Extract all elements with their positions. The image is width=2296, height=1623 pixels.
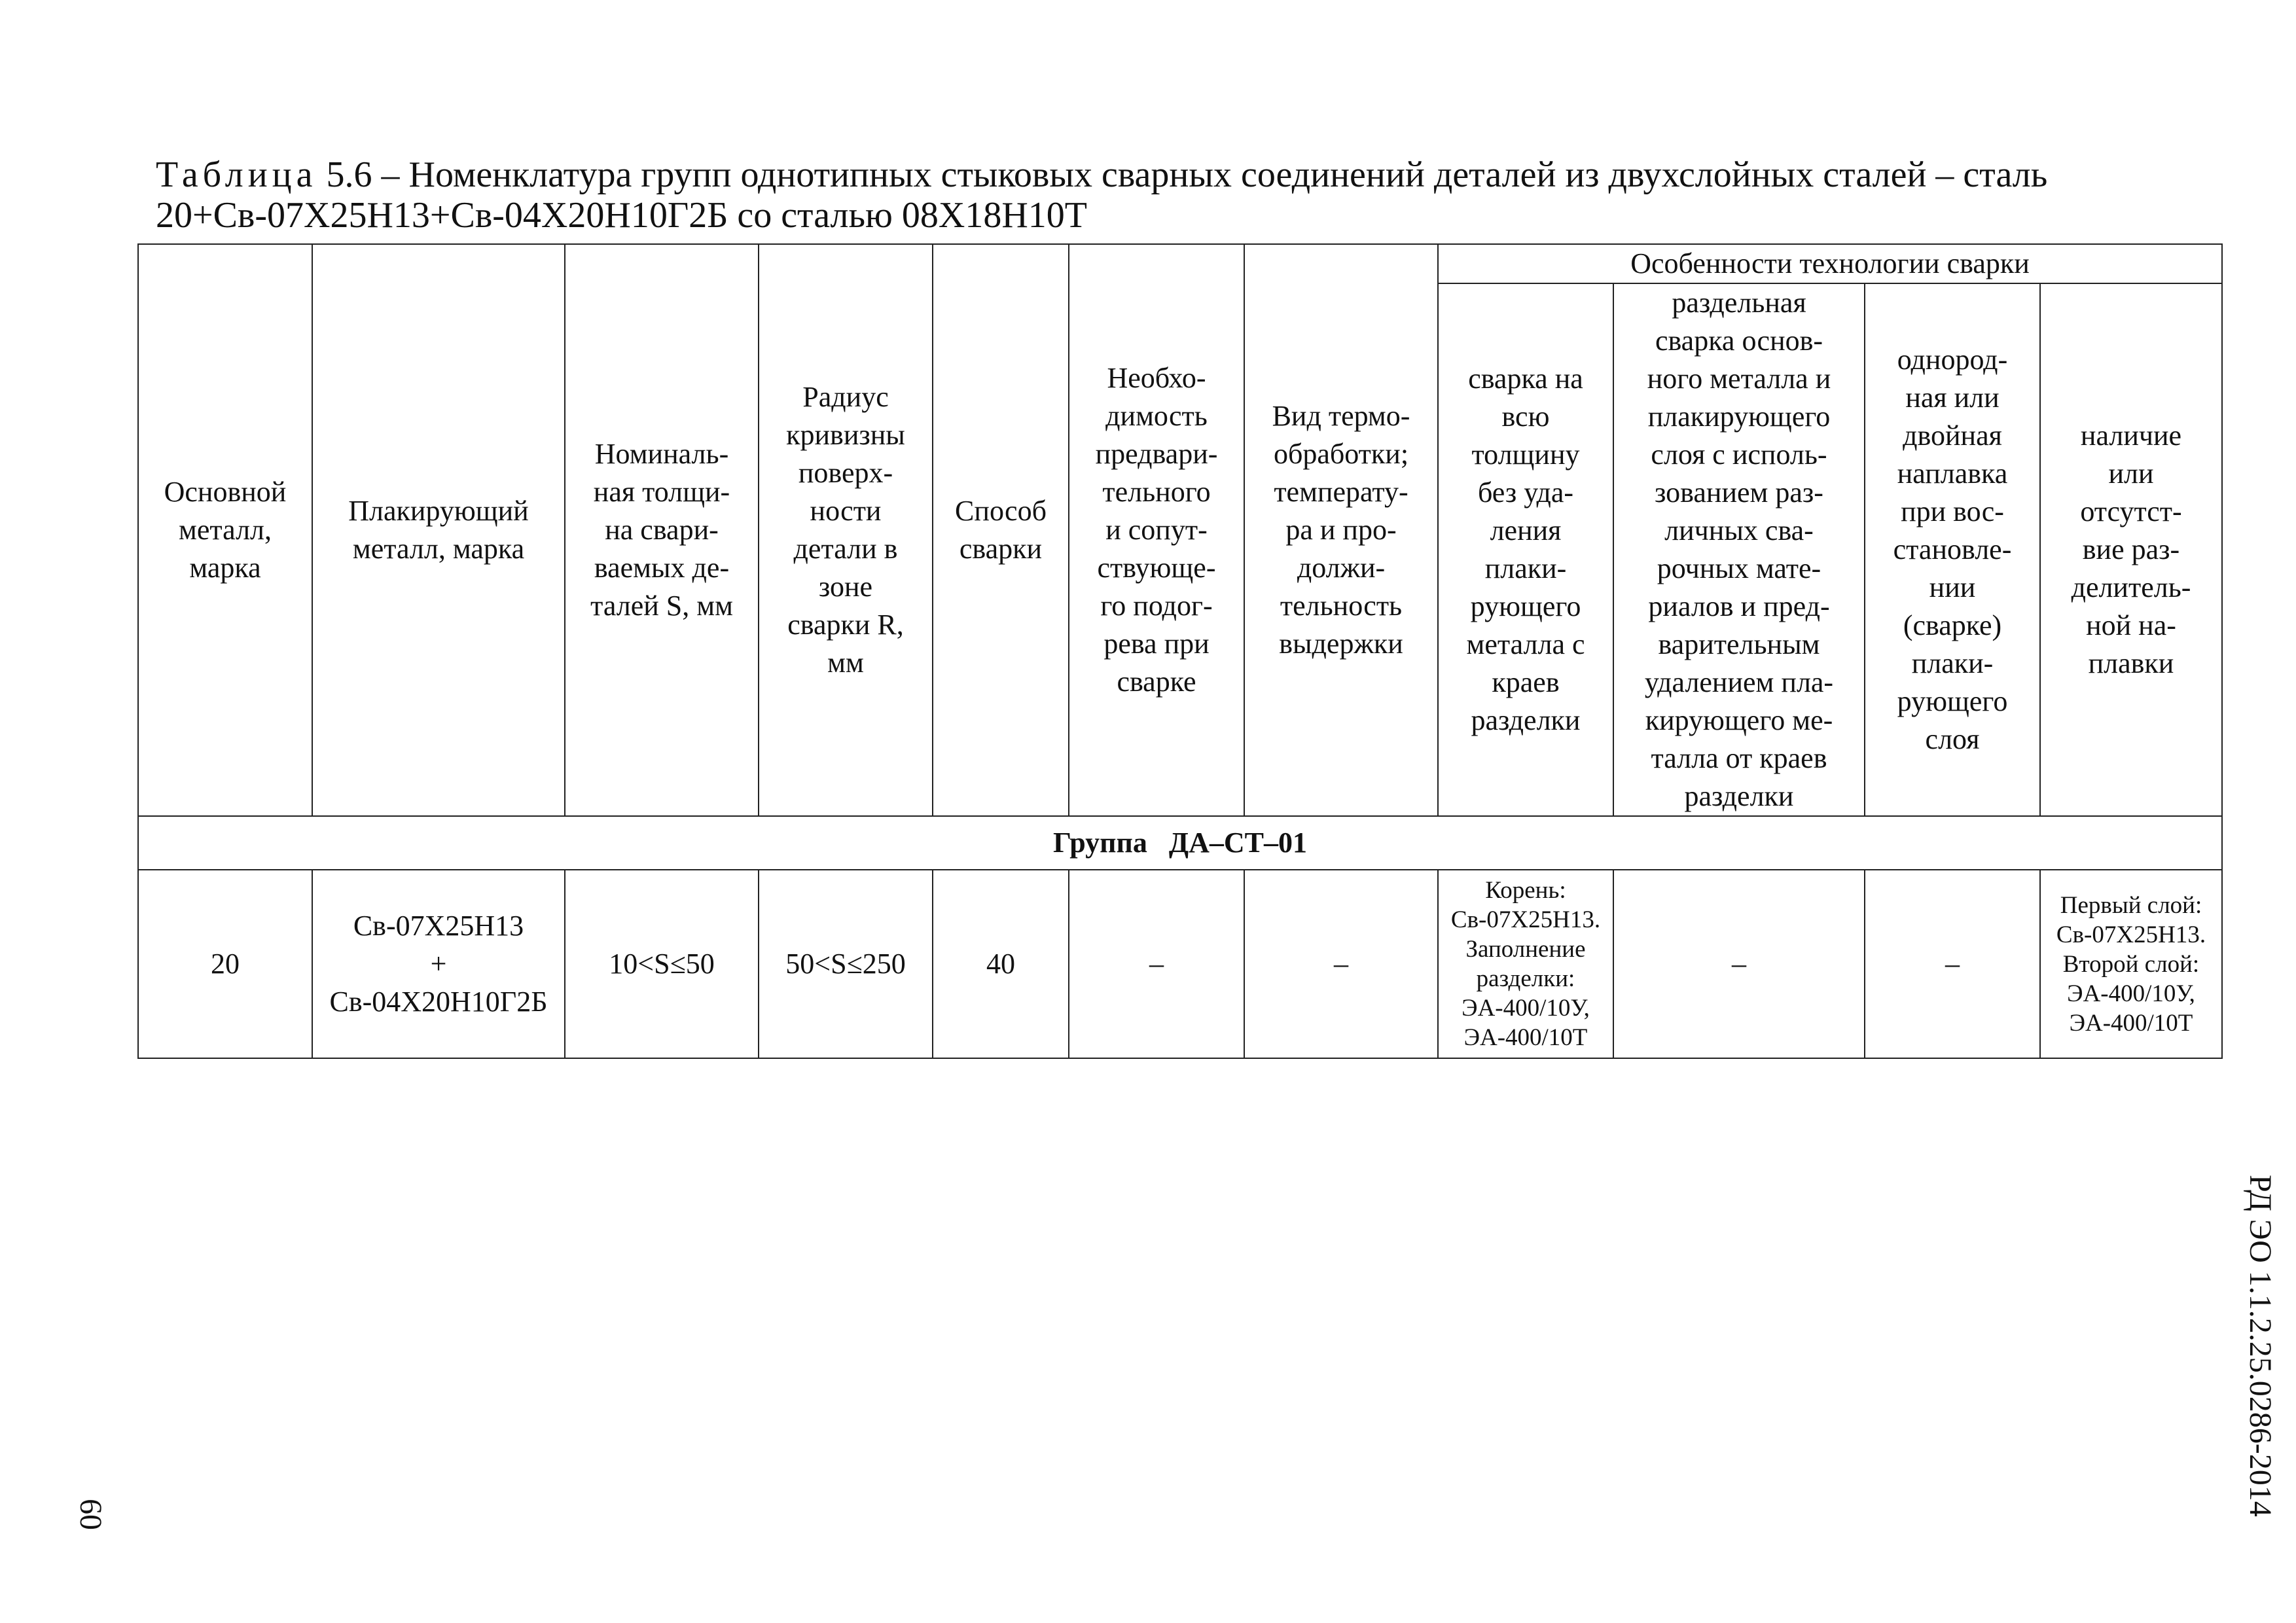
text-line: и сопут-	[1105, 514, 1208, 546]
text-line: сварки R,	[787, 609, 904, 641]
text-line: талей S, мм	[590, 590, 733, 622]
text-line: делитель-	[2071, 571, 2191, 603]
text-line: толщину	[1471, 438, 1580, 471]
header-base-metal	[138, 244, 312, 816]
caption-text-1: 5.6 – Номенклатура групп однотипных стыковых сварных соединений деталей из двухслойных сталей – сталь	[317, 154, 2048, 195]
header-method	[933, 244, 1069, 816]
text-line: тельного	[1102, 476, 1211, 508]
cell-method: 40	[933, 870, 1069, 1058]
text-line: талла от краев	[1651, 742, 1827, 774]
cell-radius: 50<S≤250	[759, 870, 933, 1058]
text-line: вие раз-	[2082, 533, 2180, 565]
text-line: кирующего ме-	[1645, 704, 1833, 736]
group-row: Группа ДА–СТ–01	[138, 816, 2222, 870]
text-line: обработки;	[1273, 438, 1409, 470]
text-line: должи-	[1297, 552, 1386, 584]
text-line: Св-07Х25Н13.	[2056, 921, 2206, 948]
text-line: Основной	[164, 476, 287, 508]
text-line: нии	[1929, 571, 1976, 603]
text-line: димость	[1105, 400, 1208, 432]
text-line: сварка на	[1468, 363, 1583, 395]
text-line: или	[2108, 457, 2154, 490]
text-line: ления	[1490, 514, 1562, 546]
text-line: раздельная	[1672, 287, 1806, 319]
header-feature-separating-layer	[2040, 283, 2222, 816]
text-line: варительным	[1658, 628, 1820, 660]
text-line: ЭА-400/10У,	[1462, 995, 1590, 1022]
page-number: 60	[73, 1499, 108, 1530]
text-line: Радиус	[802, 381, 889, 413]
text-line: Первый слой:	[2060, 891, 2202, 919]
header-radius	[759, 244, 933, 816]
text-line: выдержки	[1279, 628, 1403, 660]
cell-feature-full-thickness	[1438, 870, 1613, 1058]
text-line: зоне	[818, 571, 873, 603]
header-heat-treatment	[1244, 244, 1438, 816]
text-line: рева при	[1103, 628, 1210, 660]
text-line: предвари-	[1095, 438, 1218, 470]
text-line: Корень:	[1485, 877, 1566, 904]
text-line: детали в	[793, 533, 898, 565]
text-line: ваемых де-	[594, 552, 730, 584]
caption-line-1	[156, 154, 2224, 195]
text-line: рочных мате-	[1657, 552, 1821, 584]
cell-feature-overlay: –	[1865, 870, 2040, 1058]
text-line: Св-07Х25Н13.	[1450, 906, 1601, 933]
table-row	[138, 870, 2222, 1058]
cell-feature-separate-welding: –	[1613, 870, 1865, 1058]
cell-preheat: –	[1069, 870, 1244, 1058]
text-line: плаки-	[1484, 552, 1567, 584]
header-thickness	[565, 244, 759, 816]
text-line: ра и про-	[1285, 514, 1397, 546]
cell-thickness: 10<S≤50	[565, 870, 759, 1058]
header-preheat	[1069, 244, 1244, 816]
text-line: Заполнение	[1465, 936, 1586, 963]
cell-clad-metal	[312, 870, 565, 1058]
text-line: Плакирующий	[348, 495, 529, 527]
text-line: металл,	[179, 514, 272, 546]
text-line: тельность	[1280, 590, 1403, 622]
cell-feature-separating-layer	[2040, 870, 2222, 1058]
text-line: Номиналь-	[594, 438, 729, 470]
text-line: Необхо-	[1107, 362, 1206, 394]
text-line: слоя с исполь-	[1651, 438, 1827, 471]
caption-label: Таблица	[156, 154, 317, 195]
text-line: плакирующего	[1647, 401, 1831, 433]
header-features: Особенности технологии сварки	[1438, 244, 2222, 283]
text-line: +	[430, 948, 447, 980]
text-line: марка	[189, 552, 261, 584]
text-line: наличие	[2080, 419, 2182, 452]
header-feature-full-thickness	[1438, 283, 1613, 816]
text-line: однород-	[1897, 344, 2008, 376]
text-line: без уда-	[1477, 476, 1574, 508]
text-line: на свари-	[605, 514, 719, 546]
text-line: го подог-	[1100, 590, 1213, 622]
text-line: личных сва-	[1664, 514, 1814, 546]
text-line: Способ	[955, 495, 1047, 527]
text-line: Вид термо-	[1272, 400, 1410, 432]
caption-line-2: 20+Св-07Х25Н13+Св-04Х20Н10Г2Б со сталью 08Х18Н10Т	[156, 195, 1087, 236]
text-line: рующего	[1470, 590, 1581, 622]
text-line: ности	[810, 495, 882, 527]
cell-heat-treatment: –	[1244, 870, 1438, 1058]
text-line: двойная	[1903, 419, 2002, 452]
text-line: кривизны	[786, 419, 905, 451]
text-line: ЭА-400/10Т	[1463, 1024, 1588, 1051]
text-line: разделки	[1684, 780, 1794, 812]
text-line: Второй слой:	[2062, 950, 2200, 978]
text-line: плаки-	[1911, 647, 1994, 679]
text-line: при вос-	[1901, 495, 2004, 527]
text-line: Св-04Х20Н10Г2Б	[329, 986, 548, 1018]
text-line: Св-07Х25Н13	[353, 910, 524, 942]
text-line: ЭА-400/10У,	[2067, 980, 2195, 1007]
text-line: отсутст-	[2080, 495, 2182, 527]
text-line: ная или	[1905, 382, 2000, 414]
text-line: ной на-	[2086, 609, 2176, 641]
text-line: температу-	[1274, 476, 1408, 508]
text-line: риалов и пред-	[1648, 590, 1830, 622]
text-line: сварки	[959, 533, 1043, 565]
text-line: (сварке)	[1903, 609, 2002, 641]
text-line: слоя	[1925, 723, 1980, 755]
text-line: разделки:	[1476, 965, 1575, 992]
text-line: краев	[1492, 666, 1560, 698]
text-line: плавки	[2088, 647, 2174, 679]
text-line: сварке	[1117, 666, 1196, 698]
text-line: всю	[1501, 401, 1550, 433]
nomenclature-table	[137, 243, 2223, 1059]
document-code: РД ЭО 1.1.2.25.0286-2014	[2243, 1175, 2278, 1517]
text-line: удалением пла-	[1644, 666, 1834, 698]
text-line: ЭА-400/10Т	[2069, 1009, 2193, 1037]
text-line: наплавка	[1897, 457, 2008, 490]
text-line: ная толщи-	[593, 476, 730, 508]
text-line: мм	[827, 647, 864, 679]
header-clad-metal	[312, 244, 565, 816]
text-line: металла с	[1466, 628, 1585, 660]
text-line: рующего	[1897, 685, 2008, 717]
table-caption	[156, 154, 2224, 236]
text-line: зованием раз-	[1655, 476, 1823, 508]
header-feature-separate-welding	[1613, 283, 1865, 816]
text-line: становле-	[1893, 533, 2012, 565]
text-line: сварка основ-	[1655, 325, 1823, 357]
text-line: поверх-	[798, 457, 893, 489]
text-line: ного металла и	[1647, 363, 1831, 395]
header-feature-overlay	[1865, 283, 2040, 816]
cell-base-metal: 20	[138, 870, 312, 1058]
text-line: разделки	[1471, 704, 1581, 736]
text-line: ствующе-	[1097, 552, 1216, 584]
text-line: металл, марка	[352, 533, 525, 565]
